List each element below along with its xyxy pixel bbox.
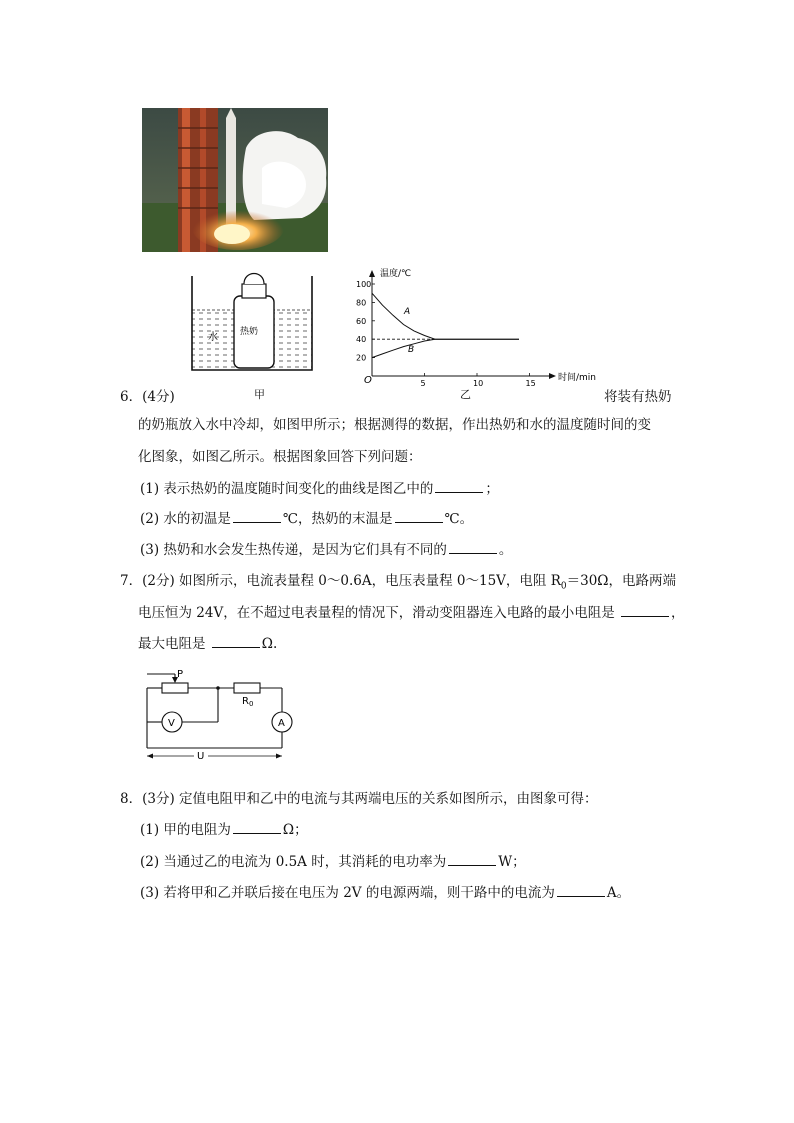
q6-line3: 化图象，如图乙所示。根据图象回答下列问题： <box>138 449 422 465</box>
graph-xlabel: 时间/min <box>558 373 597 383</box>
q7-line3: 最大电阻是 Ω. <box>138 636 278 652</box>
y-tick-label: 80 <box>356 298 367 308</box>
circuit-diagram <box>140 664 300 764</box>
q8-blank1[interactable] <box>233 821 281 834</box>
graph-caption: 乙 <box>460 388 471 401</box>
q8-sub2: (2) 当通过乙的电流为 0.5A 时，其消耗的电功率为 W； <box>140 854 526 870</box>
q7-blank1[interactable] <box>621 604 669 617</box>
q6-line2: 的奶瓶放入水中冷却，如图甲所示；根据测得的数据，作出热奶和水的温度随时间的变 <box>138 417 651 433</box>
circuit-u-label: U <box>197 751 205 762</box>
q6-sub3: (3) 热奶和水会发生热传递，是因为它们具有不同的 。 <box>140 542 513 558</box>
q7-line2: 电压恒为 24V，在不超过电表量程的情况下，滑动变阻器连入电路的最小电阻是 ， <box>138 605 685 621</box>
q6-number: 6．(4分) <box>120 389 175 405</box>
q8-blank2[interactable] <box>448 853 496 866</box>
beaker-figure <box>182 268 322 380</box>
x-tick-label: 15 <box>525 379 536 386</box>
q8-sub3: (3) 若将甲和乙并联后接在电压为 2V 的电源两端，则干路中的电流为 A。 <box>140 885 631 901</box>
q6-text-right: 将装有热奶 <box>604 389 672 405</box>
rocket-launch-photo <box>142 108 328 252</box>
x-tick-label: 5 <box>420 379 426 386</box>
graph-ylabel: 温度/℃ <box>380 269 412 279</box>
q7-line1: 7．(2分) 如图所示，电流表量程 0～0.6A，电压表量程 0～15V，电阻 $R_0=30\Omega$，电路两端 <box>120 573 676 592</box>
curve-b-label: B <box>408 345 415 355</box>
curve-b-line <box>372 339 519 357</box>
y-tick-label: 20 <box>356 353 367 363</box>
y-tick-label: 40 <box>356 335 367 345</box>
curve-a-line <box>372 293 519 339</box>
q6-sub2: (2) 水的初温是 ℃，热奶的末温是 ℃。 <box>140 511 474 527</box>
ammeter-label: A <box>278 718 285 729</box>
q6-blank1[interactable] <box>435 480 483 493</box>
y-tick-label: 60 <box>356 316 367 326</box>
q6-blank4[interactable] <box>449 541 497 554</box>
circuit-r0-label: R <box>242 696 249 707</box>
circuit-p-label: P <box>177 669 184 680</box>
q6-blank2[interactable] <box>233 510 281 523</box>
q6-sub1: (1) 表示热奶的温度随时间变化的曲线是图乙中的 ； <box>140 481 499 497</box>
q8-blank3[interactable] <box>557 884 605 897</box>
q8-sub1: (1) 甲的电阻为 Ω； <box>140 822 308 838</box>
x-tick-label: 10 <box>473 379 484 386</box>
voltmeter-label: V <box>168 718 175 729</box>
circuit-r0-sub: 0 <box>249 700 254 708</box>
q7-blank2[interactable] <box>212 635 260 648</box>
curve-a-label: A <box>404 307 411 317</box>
graph-origin: O <box>364 375 372 386</box>
q8-line1: 8．(3分) 定值电阻甲和乙中的电流与其两端电压的关系如图所示，由图象可得： <box>120 791 598 807</box>
q6-blank3[interactable] <box>395 510 443 523</box>
temperature-graph <box>356 266 606 386</box>
milk-label: 热奶 <box>240 327 259 337</box>
water-label: 水 <box>208 332 218 343</box>
y-tick-label: 100 <box>356 280 372 289</box>
beaker-caption: 甲 <box>254 388 265 401</box>
